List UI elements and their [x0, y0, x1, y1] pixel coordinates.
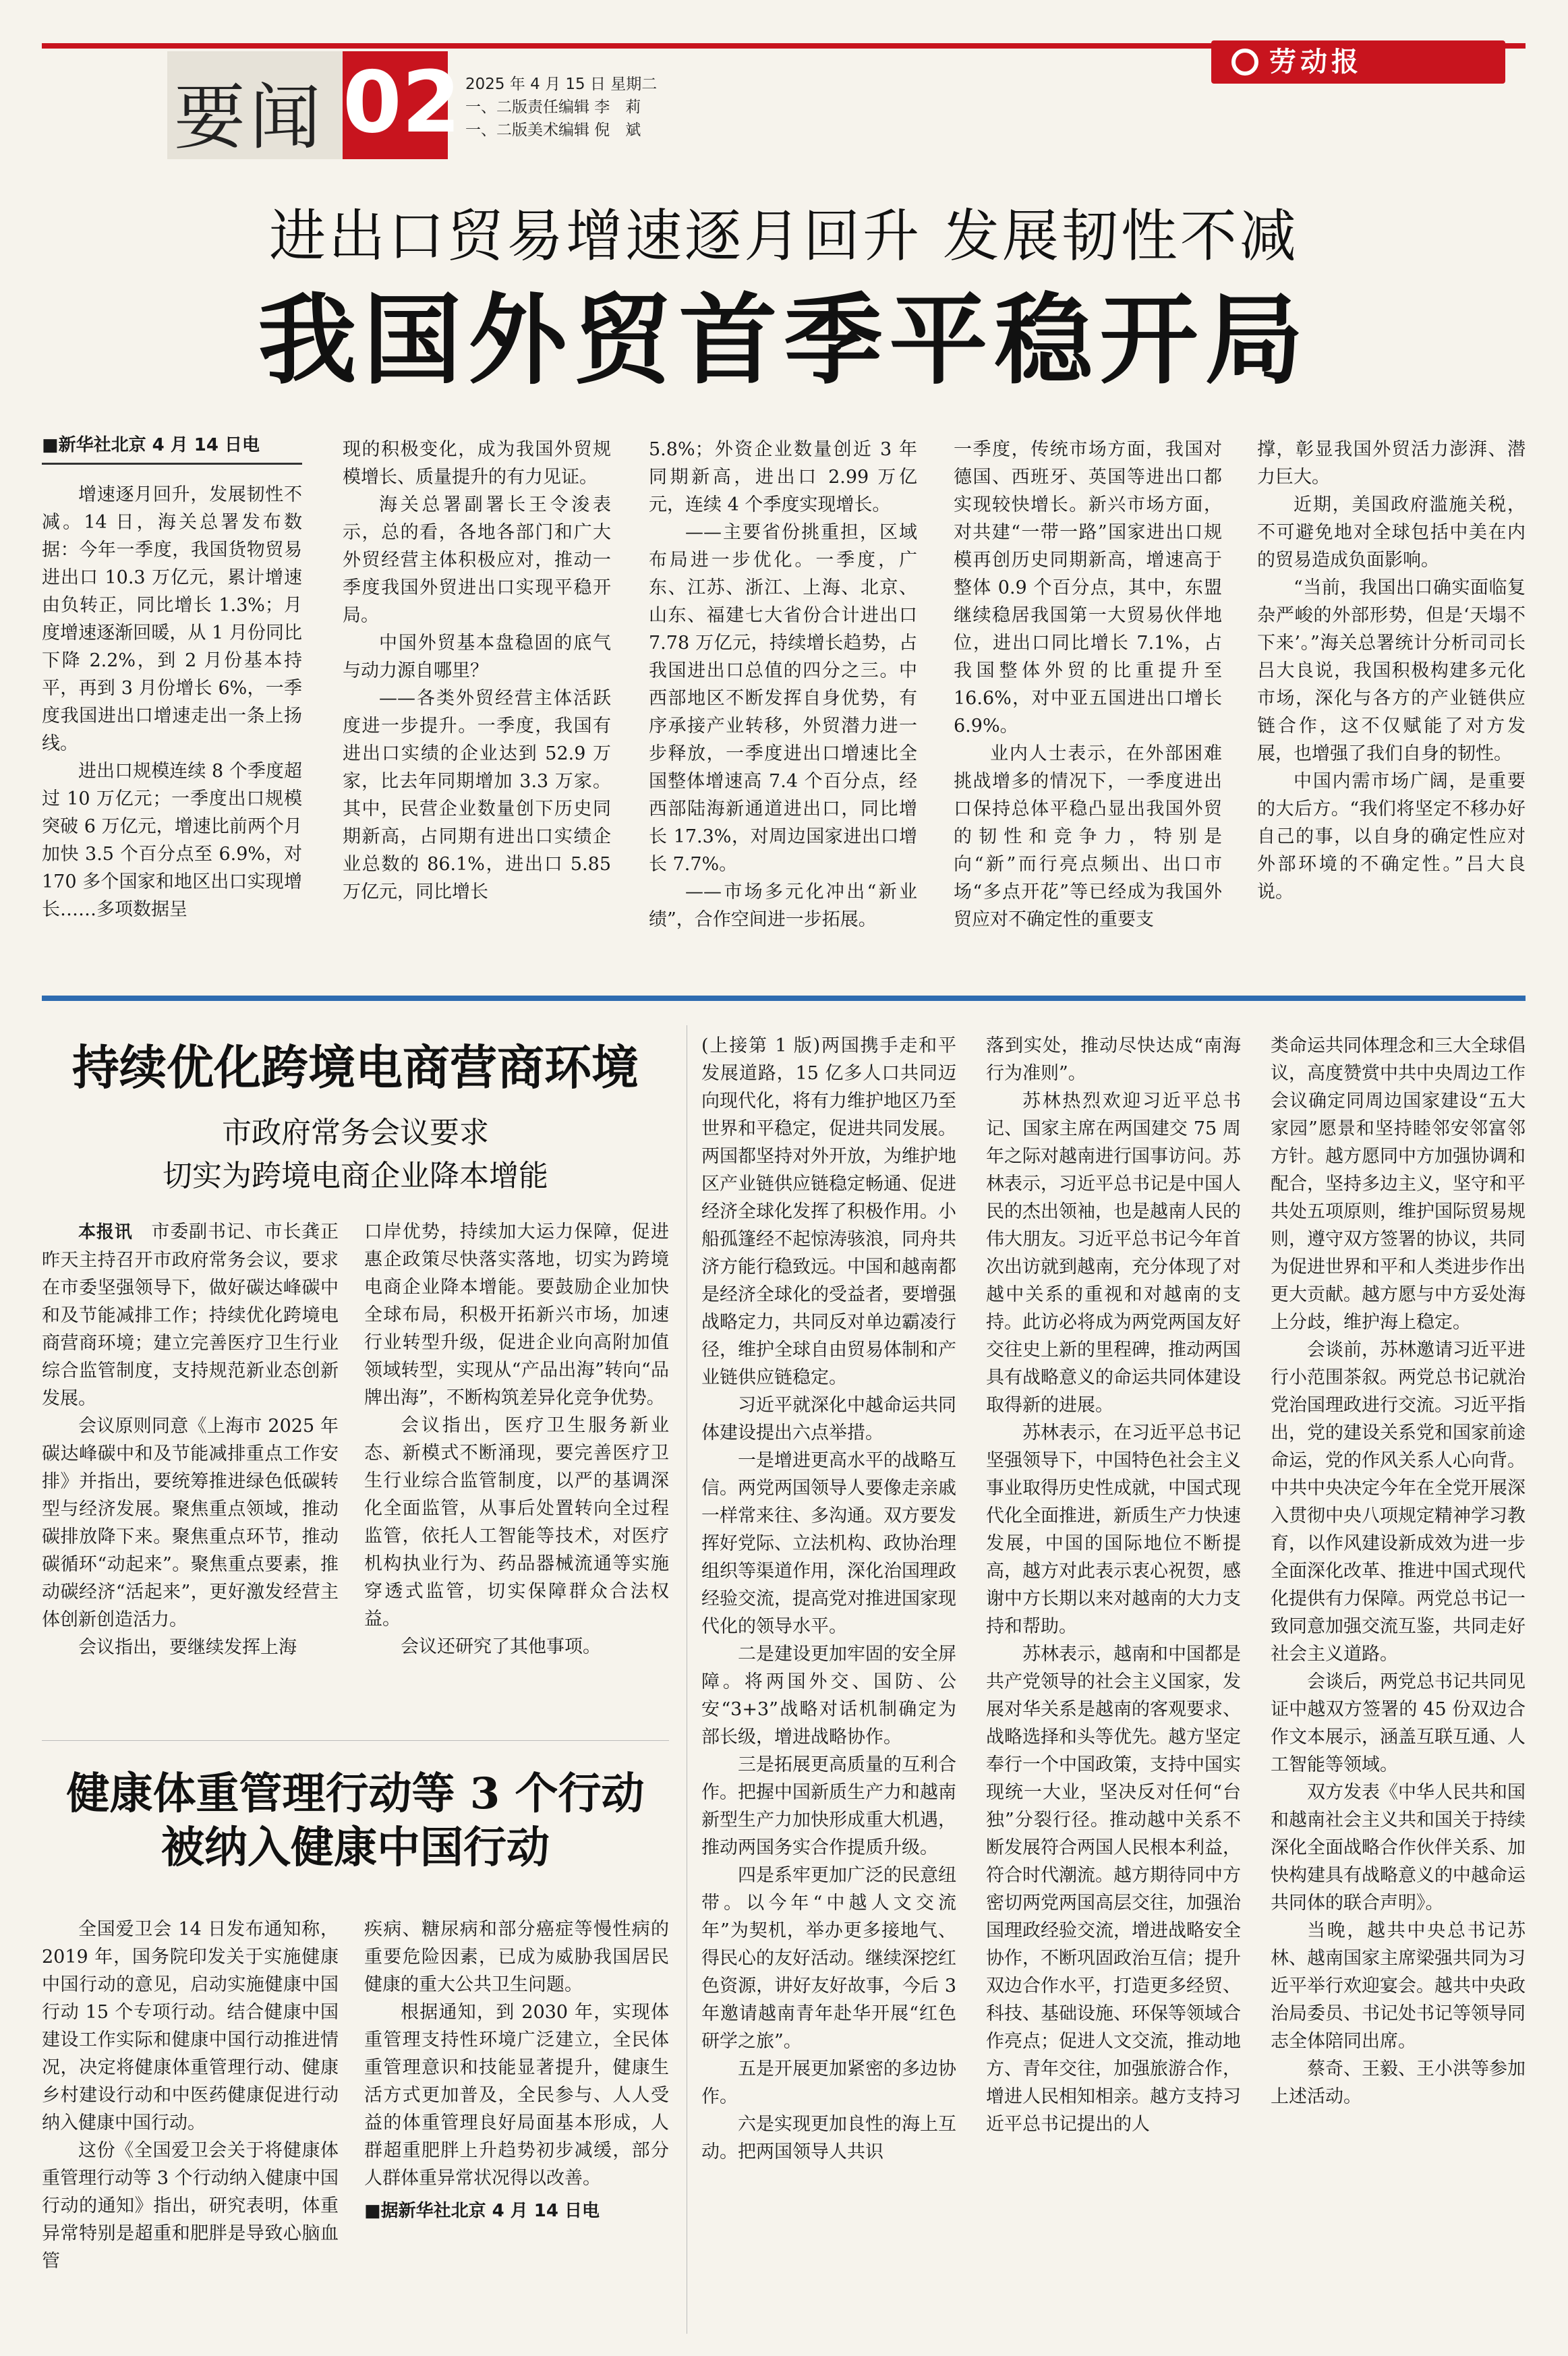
editor-credit: 一、二版责任编辑 李 莉	[465, 98, 641, 116]
lead-column-1	[42, 432, 302, 923]
paragraph: 习近平就深化中越命运共同体建设提出六点举措。	[701, 1395, 956, 1443]
story2-byline: 本报讯	[78, 1222, 133, 1242]
paragraph: 中国外贸基本盘稳固的底气与动力源自哪里？	[343, 633, 611, 681]
paragraph: 苏林表示，在习近平总书记坚强领导下，中国特色社会主义事业取得历史性成就，中国式现代化全面推进，新质生产力快速发展，中国的国际地位不断提高，越方对此表示衷心祝贺，感谢中方长期以来对越南的大力支持和帮助。	[986, 1423, 1241, 1637]
story2-column-1	[42, 1218, 339, 1661]
story4-column-1	[701, 1032, 956, 2166]
lead-column-5	[1257, 436, 1526, 906]
paragraph: 海关总署副署长王令浚表示，总的看，各地各部门和广大外贸经营主体积极应对，推动一季度我国外贸进出口实现平稳开局。	[343, 494, 611, 626]
paragraph: 双方发表《中华人民共和国和越南社会主义共和国关于持续深化全面战略合作伙伴关系、加快构建具有战略意义的中越命运共同体的联合声明》。	[1271, 1782, 1526, 1914]
paragraph: 会议原则同意《上海市 2025 年碳达峰碳中和及节能减排重点工作安排》并指出，要统筹推进绿色低碳转型与经济发展。聚焦重点领域，推动碳排放降下来。聚焦重点环节，推动碳循环“动起来”。聚焦重点要素，推动碳经济“活起来”，更好激发经营主体创新创造活力。	[42, 1416, 339, 1630]
lead-subhead: 进出口贸易增速逐月回升 发展韧性不减	[269, 203, 1299, 269]
paragraph: 口岸优势，持续加大运力保障，促进惠企政策尽快落实落地，切实为跨境电商企业降本增能。要鼓励企业加快全球布局，积极开拓新兴市场，加速行业转型升级，促进企业向高附加值领域转型，实现从“产品出海”转向“品牌出海”，不断构筑差异化竞争优势。	[364, 1222, 669, 1408]
story-divider	[42, 1740, 669, 1741]
story2-column-2	[364, 1218, 669, 1661]
paragraph: 根据通知，到 2030 年，实现体重管理支持性环境广泛建立，全民体重管理意识和技能显著提升，健康生活方式更加普及，全民参与、人人受益的体重管理良好局面基本形成，人群超重肥胖上升趋势初步减缓，部分人群体重异常状况得以改善。	[364, 2002, 669, 2189]
paragraph: 五是开展更加紧密的多边协作。	[701, 2059, 956, 2107]
logo-icon	[1231, 49, 1258, 76]
paragraph: 全国爱卫会 14 日发布通知称，2019 年，国务院印发关于实施健康中国行动的意见，启动实施健康中国行动 15 个专项行动。结合健康中国建设工作实际和健康中国行动推进情况，决定将健康体重管理行动、健康乡村建设行动和中医药健康促进行动纳入健康中国行动。	[42, 1919, 339, 2133]
story3-headline-1: 健康体重管理行动等 3 个行动	[66, 1769, 645, 1819]
paragraph: 会谈前，苏林邀请习近平进行小范围茶叙。两党总书记就治党治国理政进行交流。习近平指出，党的建设关系党和国家前途命运，党的作风关系人心向背。中共中央决定今年在全党开展深入贯彻中央八项规定精神学习教育，以作风建设新成效为进一步全面深化改革、推进中国式现代化提供有力保障。两党总书记一致同意加强交流互鉴，共同走好社会主义道路。	[1271, 1340, 1526, 1665]
art-editor-credit: 一、二版美术编辑 倪 斌	[465, 121, 641, 139]
paragraph: 会议还研究了其他事项。	[401, 1636, 601, 1657]
paragraph: 会谈后，两党总书记共同见证中越双方签署的 45 份双边合作文本展示，涵盖互联互通、人工智能等领域。	[1271, 1671, 1526, 1775]
paragraph: 一季度，传统市场方面，我国对德国、西班牙、英国等进出口都实现较快增长。新兴市场方面，对共建“一带一路”国家进出口规模再创历史同期新高，增速高于整体 0.9 个百分点，其中，东盟继续稳居我国第一大贸易伙伴地位，进出口同比增长 7.1%，占我国整体外贸的比重提升至 16.6%，对中亚五国进出口增长 6.9%。	[954, 439, 1222, 737]
paragraph: 增速逐月回升，发展韧性不减。14 日，海关总署发布数据：今年一季度，我国货物贸易进出口 10.3 万亿元，累计增速由负转正，同比增长 1.3%；月度增速逐渐回暖，从 1 月份同比下降 2.2%，到 2 月份基本持平，再到 3 月份增长 6%，一季度我国进出口增速走出一条上扬线。	[42, 484, 302, 754]
paragraph: “当前，我国出口确实面临复杂严峻的外部形势，但是‘天塌不下来’。”海关总署统计分析司司长吕大良说，我国积极构建多元化市场，深化与各方的产业链供应链合作，这不仅赋能了对方发展，也增强了我们自身的韧性。	[1257, 577, 1526, 764]
paragraph: 三是拓展更高质量的互利合作。把握中国新质生产力和越南新型生产力加快形成重大机遇，推动两国务实合作提质升级。	[701, 1754, 956, 1858]
story2-subhead-2: 切实为跨境电商企业降本增能	[163, 1159, 548, 1193]
story4-column-3	[1271, 1032, 1526, 2110]
paragraph: 一是增进更高水平的战略互信。两党两国领导人要像走亲戚一样常来往、多沟通。双方要发挥好党际、立法机构、政协治理组织等渠道作用，深化治国理政经验交流，提高党对推进国家现代化的领导水平。	[701, 1450, 956, 1637]
paragraph: 二是建设更加牢固的安全屏障。将两国外交、国防、公安“3+3”战略对话机制确定为部长级，增进战略协作。	[701, 1644, 956, 1748]
paragraph: 落到实处，推动尽快达成“南海行为准则”。	[986, 1035, 1241, 1084]
paragraph: 这份《全国爱卫会关于将健康体重管理行动等 3 个行动纳入健康中国行动的通知》指出，研究表明，体重异常特别是超重和肥胖是导致心脑血管	[42, 2140, 339, 2272]
paragraph: 蔡奇、王毅、王小洪等参加上述活动。	[1271, 2059, 1526, 2107]
story2-subhead-1: 市政府常务会议要求	[222, 1116, 489, 1150]
lead-headline: 我国外贸首季平稳开局	[258, 283, 1310, 398]
lead-column-2	[343, 436, 611, 906]
paragraph: 近期，美国政府滥施关税，不可避免地对全球包括中美在内的贸易造成负面影响。	[1257, 494, 1526, 571]
paragraph: 苏林表示，越南和中国都是共产党领导的社会主义国家，发展对华关系是越南的客观要求、战略选择和头等优先。越方坚定奉行一个中国政策，支持中国实现统一大业，坚决反对任何“台独”分裂行径。推动越中关系不断发展符合两国人民根本利益，符合时代潮流。越方期待同中方密切两党两国高层交往，加强治国理政经验交流，增进战略安全协作，不断巩固政治互信；提升双边合作水平，打造更多经贸、科技、基础设施、环保等领域合作亮点；促进人文交流，推动地方、青年交往，加强旅游合作，增进人民相知相亲。越方支持习近平总书记提出的人	[986, 1644, 1241, 2135]
paragraph: 5.8%；外资企业数量创近 3 年同期新高，进出口 2.99 万亿元，连续 4 个季度实现增长。	[649, 439, 917, 515]
paragraph: 中国内需市场广阔，是重要的大后方。“我们将坚定不移办好自己的事，以自身的确定性应对外部环境的不确定性。”吕大良说。	[1257, 771, 1526, 902]
lead-column-4	[954, 436, 1222, 933]
paragraph: 六是实现更加良性的海上互动。把两国领导人共识	[701, 2114, 956, 2162]
paragraph: 四是系牢更加广泛的民意纽带。以今年“中越人文交流年”为契机，举办更多接地气、得民心的友好活动。继续深挖红色资源，讲好友好故事，今后 3 年邀请越南青年赴华开展“红色研学之旅”。	[701, 1865, 956, 2052]
paper-name: 劳动报	[1269, 46, 1362, 78]
issue-date: 2025 年 4 月 15 日 星期二	[465, 76, 658, 93]
paragraph: 进出口规模连续 8 个季度超过 10 万亿元；一季度出口规模突破 6 万亿元，增速比前两个月加快 3.5 个百分点至 6.9%，对 170 多个国家和地区出口实现增长……多项数据呈	[42, 761, 302, 920]
story3-headline-2: 被纳入健康中国行动	[161, 1822, 550, 1873]
paragraph: 撑，彰显我国外贸活力澎湃、潜力巨大。	[1257, 439, 1526, 488]
paragraph: 会议指出，医疗卫生服务新业态、新模式不断涌现，要完善医疗卫生行业综合监管制度，以严的基调深化全面监管，从事后处置转向全过程监管，依托人工智能等技术，对医疗机构执业行为、药品器械流通等实施穿透式监管，切实保障群众合法权益。	[364, 1415, 669, 1630]
paragraph: 现的积极变化，成为我国外贸规模增长、质量提升的有力见证。	[343, 439, 611, 488]
paragraph: 类命运共同体理念和三大全球倡议，高度赞赏中共中央周边工作会议确定同周边国家建设“五大家园”愿景和坚持睦邻安邻富邻方针。越方愿同中方加强协调和配合，坚持多边主义，坚守和平共处五项原则，维护国际贸易规则，遵守双方签署的协议，共同为促进世界和平和人类进步作出更大贡献。越方愿与中方妥处海上分歧，维护海上稳定。	[1271, 1035, 1526, 1333]
issue-meta	[465, 73, 657, 142]
lead-dateline: ■新华社北京 4 月 14 日电	[42, 435, 260, 455]
story4-column-2	[986, 1032, 1241, 2138]
paragraph: ——主要省份挑重担，区域布局进一步优化。一季度，广东、江苏、浙江、上海、北京、山东、福建七大省份合计进出口 7.78 万亿元，持续增长趋势，占我国进出口总值的四分之三。中西部地区不断发挥自身优势，有序承接产业转移，外贸潜力进一步释放，一季度进出口增速比全国整体增速高 7.4 个百分点，经西部陆海新通道进出口，同比增长 17.3%，对周边国家进出口增长 7.7%。	[649, 522, 917, 875]
page-number: 02	[343, 53, 461, 152]
paragraph: 市委副书记、市长龚正昨天主持召开市政府常务会议，要求在市委坚强领导下，做好碳达峰碳中和及节能减排工作；持续优化跨境电商营商环境；建立完善医疗卫生行业综合监管制度，支持规范新业态创新发展。	[42, 1222, 339, 1409]
paragraph: 业内人士表示，在外部困难挑战增多的情况下，一季度进出口保持总体平稳凸显出我国外贸的韧性和竞争力，特别是向“新”而行亮点频出、出口市场“多点开花”等已经成为我国外贸应对不确定性的重要支	[954, 743, 1222, 930]
paragraph: (上接第 1 版)两国携手走和平发展道路，15 亿多人口共同迈向现代化，将有力维护地区乃至世界和平稳定，促进共同发展。两国都坚持对外开放，为维护地区产业链供应链稳定畅通、促进经济全球化发挥了积极作用。小船孤篷经不起惊涛骇浪，同舟共济方能行稳致远。中国和越南都是经济全球化的受益者，要增强战略定力，共同反对单边霸凌行径，维护全球自由贸易体制和产业链供应链稳定。	[701, 1035, 956, 1388]
paragraph: 当晚，越共中央总书记苏林、越南国家主席梁强共同为习近平举行欢迎宴会。越共中央政治局委员、书记处书记等领导同志全体陪同出席。	[1271, 1920, 1526, 2052]
paragraph: ——各类外贸经营主体活跃度进一步提升。一季度，我国有进出口实绩的企业达到 52.9 万家，比去年同期增加 3.3 万家。其中，民营企业数量创下历史同期新高，占同期有进出口实绩企业总数的 86.1%，进出口 5.85 万亿元，同比增长	[343, 688, 611, 902]
story3-dateline: ■据新华社北京 4 月 14 日电	[364, 2201, 600, 2221]
section-divider	[42, 996, 1526, 1001]
paragraph: 苏林热烈欢迎习近平总书记、国家主席在两国建交 75 周年之际对越南进行国事访问。苏林表示，习近平总书记是中国人民的杰出领袖，也是越南人民的伟大朋友。习近平总书记今年首次出访就到越南，充分体现了对越中关系的重视和对越南的支持。此访必将成为两党两国友好交往史上新的里程碑，推动两国具有战略意义的命运共同体建设取得新的进展。	[986, 1091, 1241, 1416]
story2-headline: 持续优化跨境电商营商环境	[72, 1039, 639, 1095]
story3-column-1	[42, 1916, 339, 2275]
section-name: 要闻	[174, 76, 325, 159]
paragraph: ——市场多元化冲出“新业绩”，合作空间进一步拓展。	[649, 882, 917, 930]
paragraph: 会议指出，要继续发挥上海	[78, 1637, 297, 1658]
lead-column-3	[649, 436, 917, 933]
paragraph: 疾病、糖尿病和部分癌症等慢性病的重要危险因素，已成为威胁我国居民健康的重大公共卫生问题。	[364, 1919, 669, 1995]
story3-column-2	[364, 1916, 669, 2225]
